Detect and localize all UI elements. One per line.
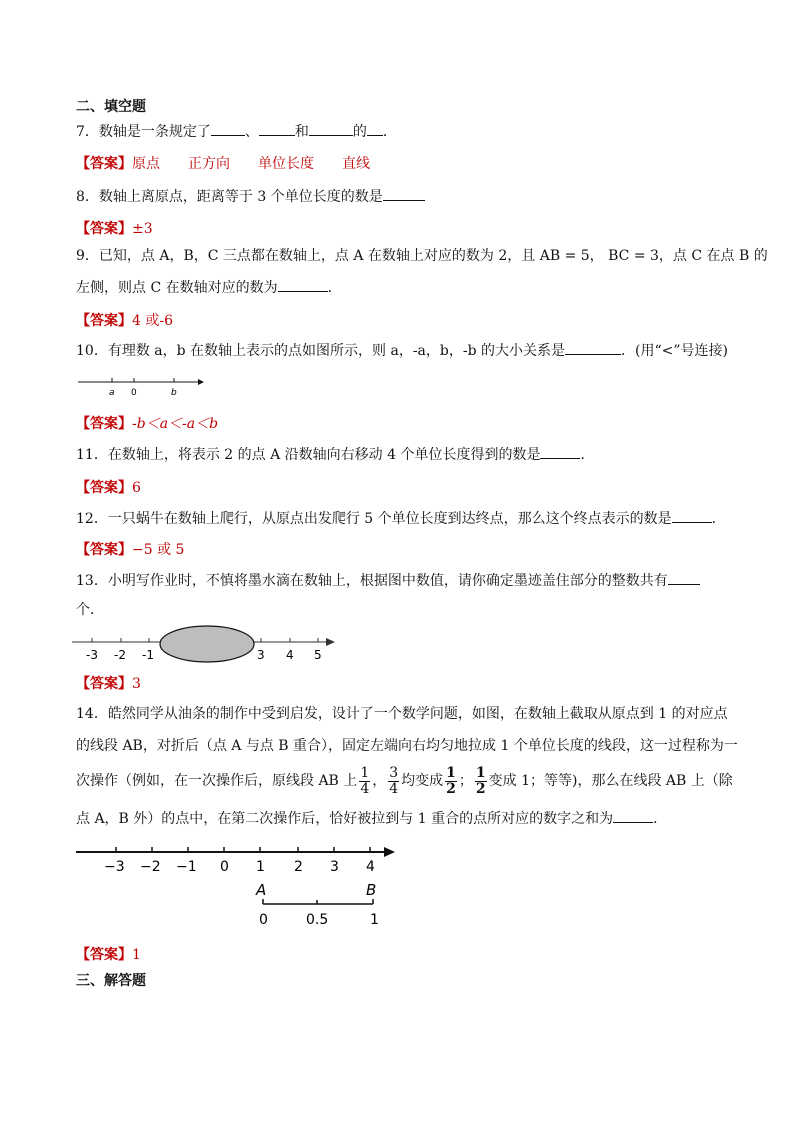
q11-text: 11．在数轴上，将表示 2 的点 A 沿数轴向右移动 4 个单位长度得到的数是 <box>76 447 541 463</box>
q13-label: -3 <box>86 648 98 662</box>
q8-text: 8．数轴上离原点，距离等于 3 个单位长度的数是 <box>76 189 383 205</box>
q12-end: ． <box>711 511 726 527</box>
q7-text: 7．数轴是一条规定了 <box>76 124 211 140</box>
q13-label: -2 <box>114 648 126 662</box>
q7-blank-4 <box>367 121 383 136</box>
q13-text: 13．小明写作业时，不慎将墨水滴在数轴上，根据图中数值，请你确定墨迹盖住部分的整数共有 <box>76 573 668 589</box>
fraction-one-half <box>445 766 457 797</box>
q14-axis-label: −1 <box>176 859 197 875</box>
segment-label: 1 <box>370 912 379 928</box>
fraction-denominator: 2 <box>475 780 486 797</box>
section-header-fill-in: 二、填空题 <box>76 99 146 115</box>
q13-number-line-figure <box>70 622 338 666</box>
q14-semi: ； <box>458 773 473 789</box>
answer-11 <box>76 477 141 497</box>
ink-blot <box>160 626 254 662</box>
q10-number-line-figure <box>76 374 206 400</box>
q14-axis-label: −3 <box>104 859 125 875</box>
fraction-three-quarters <box>388 766 399 797</box>
answer-tag: 【答案】 <box>76 676 132 692</box>
q14-axis-label: 0 <box>220 859 229 875</box>
question-12 <box>76 508 726 529</box>
q14-end: ． <box>653 811 668 827</box>
answer-tag: 【答案】 <box>76 221 132 237</box>
q7-sep: 、 <box>244 124 259 140</box>
q12-blank <box>672 508 712 523</box>
segment-point-b-label: B <box>366 881 377 899</box>
answer-13 <box>76 673 141 693</box>
q14-axis-label: 2 <box>294 859 303 875</box>
q7-de: 的 <box>352 124 367 140</box>
fraction-denominator: 4 <box>389 780 399 797</box>
q11-end: ． <box>580 447 595 463</box>
segment-point-a-label: A <box>256 881 267 899</box>
q13-label: 3 <box>257 648 265 662</box>
answer-8 <box>76 218 153 238</box>
q7-blank-2 <box>259 121 295 136</box>
question-14-line-2: 的线段 AB，对折后（点 A 与点 B 重合），固定左端向右均匀地拉成 1 个单位长度的线段，这一过程称为一 <box>76 738 738 754</box>
answer-tag: 【答案】 <box>76 947 132 963</box>
q7-blank-1 <box>211 121 245 136</box>
question-13-line-2: 个． <box>76 602 104 618</box>
q8-blank <box>383 186 425 201</box>
question-11 <box>76 444 594 465</box>
question-8 <box>76 186 425 207</box>
answer-12-text: −5 或 5 <box>132 542 185 558</box>
q9-end: ． <box>327 280 342 296</box>
q10-tail: ．(用“<”号连接) <box>621 343 728 359</box>
question-7 <box>76 121 397 142</box>
q10-label-a: a <box>109 388 115 398</box>
question-14-line-1: 14．皓然同学从油条的制作中受到启发，设计了一个数学问题，如图，在数轴上截取从原点到 1 的对应点 <box>76 706 728 722</box>
q14-number-line-figure <box>74 840 400 930</box>
q13-label: -1 <box>142 648 154 662</box>
q13-blank <box>668 570 700 585</box>
answer-14 <box>76 944 141 964</box>
q14-blank <box>613 808 653 823</box>
q10-axis-arrow <box>198 379 204 385</box>
q13-axis-arrow <box>326 638 335 646</box>
answer-11-text: 6 <box>132 480 141 496</box>
answer-tag: 【答案】 <box>76 542 132 558</box>
fraction-denominator: 4 <box>360 780 370 797</box>
q10-label-b: b <box>171 388 177 398</box>
q14-axis-label: −2 <box>140 859 161 875</box>
q14-axis-arrow <box>384 847 395 857</box>
q14-mid: 均变成 <box>401 773 444 789</box>
fraction-numerator: 3 <box>389 764 399 781</box>
fraction-numerator: 1 <box>446 764 456 781</box>
q9-blank <box>278 277 328 292</box>
question-13-line-1 <box>76 570 700 591</box>
q10-label-0: 0 <box>131 388 137 398</box>
answer-tag: 【答案】 <box>76 156 132 172</box>
answer-7-text: 原点 正方向 单位长度 直线 <box>132 156 370 172</box>
fraction-denominator: 2 <box>446 780 456 797</box>
section-header-answer-problems: 三、解答题 <box>76 973 146 989</box>
fraction-one-quarter <box>359 766 370 797</box>
answer-10 <box>76 413 218 433</box>
q7-end: ． <box>382 124 397 140</box>
answer-tag: 【答案】 <box>76 313 132 329</box>
q13-label: 4 <box>286 648 294 662</box>
segment-label: 0 <box>259 912 268 928</box>
segment-label: 0.5 <box>306 912 329 928</box>
question-14-line-3 <box>76 764 733 798</box>
answer-8-text: ±3 <box>132 221 153 237</box>
fraction-one-half <box>475 766 487 797</box>
q9-text: 左侧，则点 C 在数轴对应的数为 <box>76 280 278 296</box>
q14-text: 点 A，B 外）的点中，在第二次操作后，恰好被拉到与 1 重合的点所对应的数字之和为 <box>76 811 614 827</box>
answer-9 <box>76 310 173 330</box>
answer-13-text: 3 <box>132 676 141 692</box>
fraction-numerator: 1 <box>475 764 486 781</box>
q11-blank <box>540 444 580 459</box>
q14-text: 变成 1；等等)，那么在线段 AB 上（除 <box>488 773 733 789</box>
question-10 <box>76 340 728 361</box>
answer-tag: 【答案】 <box>76 480 132 496</box>
q10-blank <box>565 340 621 355</box>
answer-12 <box>76 539 184 559</box>
question-14-line-4 <box>76 808 667 829</box>
q12-text: 12．一只蜗牛在数轴上爬行，从原点出发爬行 5 个单位长度到达终点，那么这个终点表示的数是 <box>76 511 672 527</box>
q14-axis-label: 3 <box>330 859 339 875</box>
q13-label: 5 <box>314 648 322 662</box>
answer-9-text: 4 或-6 <box>132 313 173 329</box>
question-9-line-1: 9．已知，点 A，B，C 三点都在数轴上，点 A 在数轴上对应的数为 2，且 AB = 5， BC = 3，点 C 在点 B 的 <box>76 248 768 264</box>
q7-blank-3 <box>309 121 353 136</box>
answer-14-text: 1 <box>132 947 141 963</box>
answer-tag: 【答案】 <box>76 416 132 432</box>
q10-text: 10．有理数 a，b 在数轴上表示的点如图所示，则 a，-a，b，-b 的大小关系是 <box>76 343 566 359</box>
question-9-line-2 <box>76 277 342 298</box>
fraction-numerator: 1 <box>360 764 370 781</box>
q14-text: 次操作（例如，在一次操作后，原线段 AB 上 <box>76 773 358 789</box>
q14-sep: ， <box>372 773 387 789</box>
q7-and: 和 <box>294 124 309 140</box>
q14-axis-label: 4 <box>366 859 375 875</box>
q14-axis-label: 1 <box>256 859 265 875</box>
answer-7 <box>76 153 370 173</box>
answer-10-text: -b＜a＜-a＜b <box>132 416 219 432</box>
